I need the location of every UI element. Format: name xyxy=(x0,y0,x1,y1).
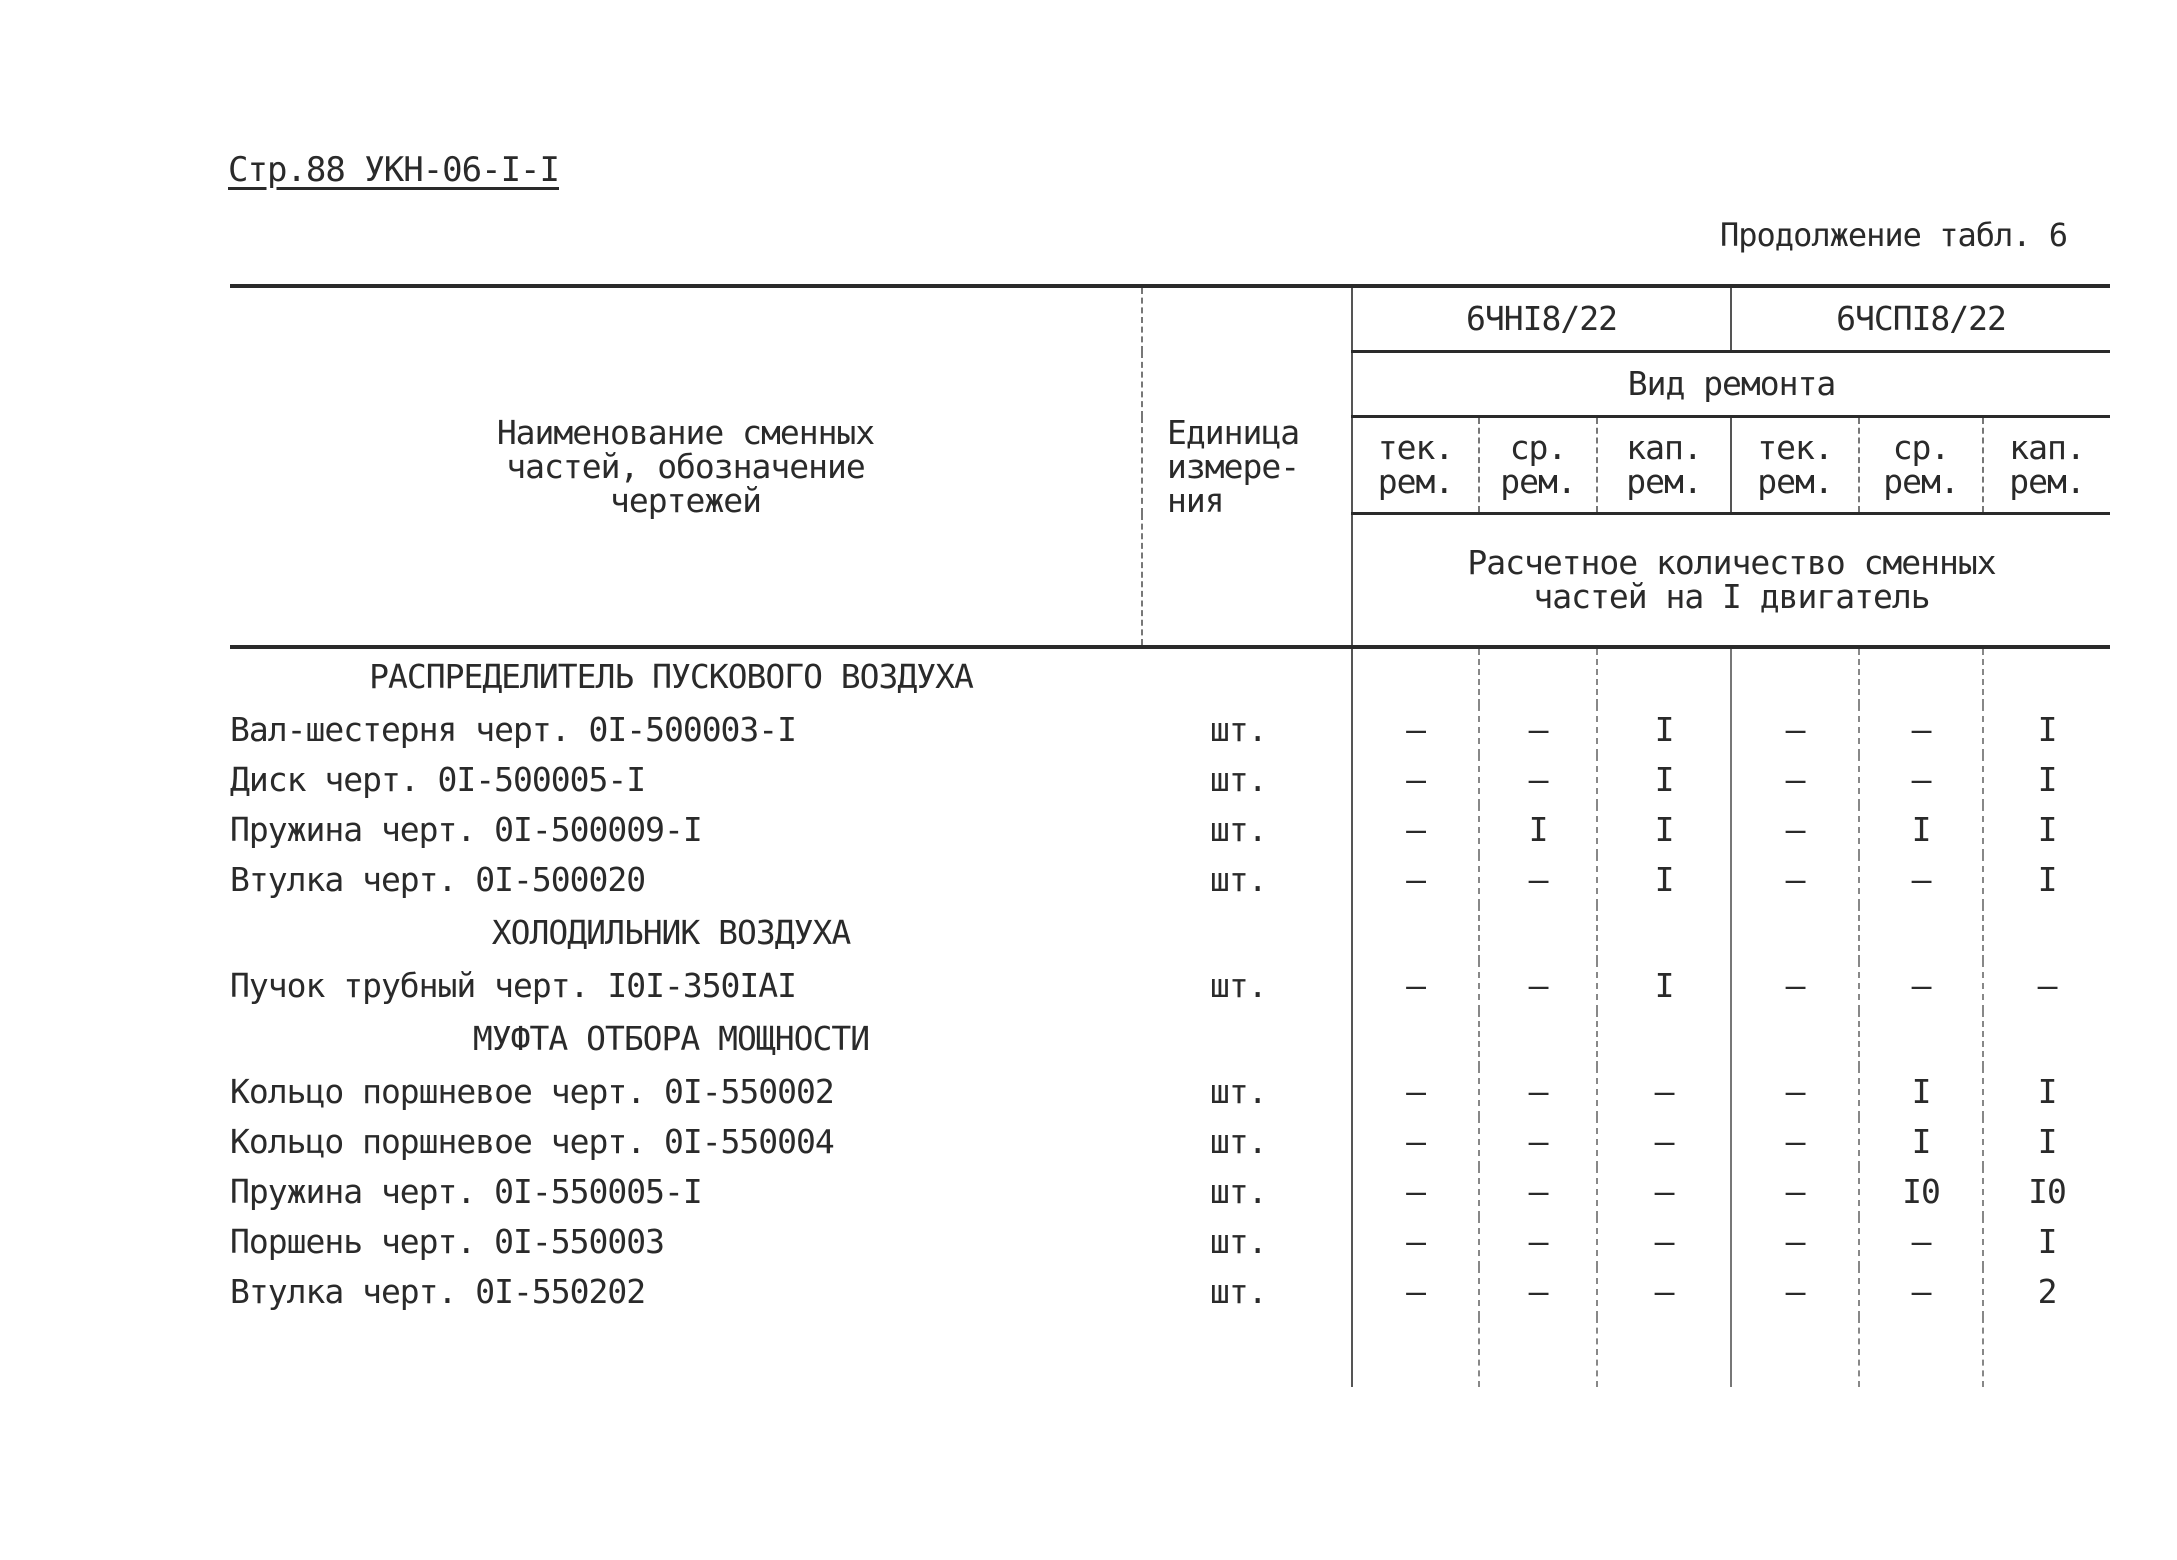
section-title: ХОЛОДИЛЬНИК ВОЗДУХА xyxy=(491,913,851,952)
quantity-cell: I xyxy=(2037,760,2057,799)
empty-cell xyxy=(1597,905,1731,961)
section-title: РАСПРЕДЕЛИТЕЛЬ ПУСКОВОГО ВОЗДУХА xyxy=(369,657,973,696)
unit-of-measure: шт. xyxy=(1142,1117,1352,1167)
quantity-cell: I xyxy=(1859,1067,1983,1117)
quantity-cell: – xyxy=(1859,1217,1983,1267)
empty-cell xyxy=(1983,905,2110,961)
empty-cell xyxy=(1597,1011,1731,1067)
quantity-cell: – xyxy=(1352,1267,1479,1317)
repair-col-header: ср. рем. xyxy=(1479,417,1597,514)
table-row xyxy=(230,1167,2110,1217)
part-name: Втулка черт. 0I-500020 xyxy=(230,860,646,899)
table-row xyxy=(230,705,2110,755)
spare-parts-table xyxy=(230,284,2110,1387)
empty-cell xyxy=(1142,647,1352,705)
empty-cell xyxy=(1731,647,1859,705)
table-row xyxy=(230,805,2110,855)
quantity-cell: – xyxy=(1479,855,1597,905)
section-header-row xyxy=(230,647,2110,705)
unit-of-measure: шт. xyxy=(1142,705,1352,755)
quantity-cell: I xyxy=(2037,1222,2057,1261)
empty-cell xyxy=(1597,1317,1731,1387)
quantity-cell: – xyxy=(1731,755,1859,805)
part-name: Пружина черт. 0I-550005-I xyxy=(230,1172,702,1211)
empty-cell xyxy=(1731,905,1859,961)
quantity-cell: – xyxy=(1859,755,1983,805)
part-name: Кольцо поршневое черт. 0I-550004 xyxy=(230,1122,834,1161)
quantity-cell: – xyxy=(1597,1267,1731,1317)
page-reference: Стр.88 УКН-06-I-I xyxy=(228,150,559,190)
unit-of-measure: шт. xyxy=(1142,855,1352,905)
name-column-header: Наименование сменных частей, обозначение чертежей xyxy=(230,286,1142,647)
part-name: Втулка черт. 0I-550202 xyxy=(230,1272,646,1311)
empty-cell xyxy=(1352,1011,1479,1067)
quantity-cell: – xyxy=(1352,1067,1479,1117)
quantity-cell: I xyxy=(1597,805,1731,855)
table-row xyxy=(230,1217,2110,1267)
quantity-cell: I xyxy=(1859,1117,1983,1167)
unit-of-measure: шт. xyxy=(1142,805,1352,855)
empty-cell xyxy=(1352,647,1479,705)
empty-cell xyxy=(1352,1317,1479,1387)
quantity-cell: – xyxy=(1859,1267,1983,1317)
quantity-cell: – xyxy=(1597,1167,1731,1217)
quantity-cell: I xyxy=(2037,710,2057,749)
quantity-cell: – xyxy=(1479,961,1597,1011)
engine-header-2: 6ЧСПI8/22 xyxy=(1731,286,2110,352)
unit-of-measure: шт. xyxy=(1142,1217,1352,1267)
engine-header-1: 6ЧНI8/22 xyxy=(1352,286,1731,352)
quantity-cell: – xyxy=(2037,966,2057,1005)
quantity-cell: I xyxy=(2037,860,2057,899)
unit-of-measure: шт. xyxy=(1142,1267,1352,1317)
quantity-cell: I xyxy=(1859,805,1983,855)
quantity-cell: – xyxy=(1352,755,1479,805)
unit-of-measure: шт. xyxy=(1142,961,1352,1011)
empty-cell xyxy=(230,1317,1142,1387)
unit-of-measure: шт. xyxy=(1142,755,1352,805)
quantity-cell: – xyxy=(1479,1117,1597,1167)
quantity-cell: I xyxy=(1597,855,1731,905)
empty-cell xyxy=(1859,1011,1983,1067)
empty-cell xyxy=(1352,905,1479,961)
quantity-cell: I xyxy=(1597,755,1731,805)
part-name: Кольцо поршневое черт. 0I-550002 xyxy=(230,1072,834,1111)
empty-cell xyxy=(1142,905,1352,961)
table-tail-row xyxy=(230,1317,2110,1387)
repair-col-header: кап. рем. xyxy=(1597,417,1731,514)
part-name: Пучок трубный черт. I0I-350IAI xyxy=(230,966,797,1005)
section-header-row xyxy=(230,1011,2110,1067)
quantity-cell: – xyxy=(1352,705,1479,755)
table-row xyxy=(230,1117,2110,1167)
quantity-cell: – xyxy=(1352,1167,1479,1217)
empty-cell xyxy=(1731,1011,1859,1067)
quantity-cell: – xyxy=(1352,855,1479,905)
table-continuation-label: Продолжение табл. 6 xyxy=(1720,216,2068,254)
quantity-cell: – xyxy=(1352,805,1479,855)
part-name: Вал-шестерня черт. 0I-500003-I xyxy=(230,710,797,749)
table-row xyxy=(230,855,2110,905)
empty-cell xyxy=(1983,1317,2110,1387)
calculated-quantity-header: Расчетное количество сменных частей на I двигатель xyxy=(1352,514,2110,648)
quantity-cell: – xyxy=(1479,1067,1597,1117)
quantity-cell: – xyxy=(1731,961,1859,1011)
empty-cell xyxy=(1479,1011,1597,1067)
section-header-row xyxy=(230,905,2110,961)
quantity-cell: – xyxy=(1731,855,1859,905)
quantity-cell: I xyxy=(1597,961,1731,1011)
quantity-cell: – xyxy=(1859,855,1983,905)
empty-cell xyxy=(1859,647,1983,705)
part-name: Поршень черт. 0I-550003 xyxy=(230,1222,664,1261)
quantity-cell: – xyxy=(1597,1117,1731,1167)
quantity-cell: – xyxy=(1731,1267,1859,1317)
empty-cell xyxy=(1479,1317,1597,1387)
quantity-cell: – xyxy=(1731,1217,1859,1267)
quantity-cell: – xyxy=(1479,1167,1597,1217)
empty-cell xyxy=(1142,1011,1352,1067)
empty-cell xyxy=(1859,1317,1983,1387)
table-row xyxy=(230,1067,2110,1117)
empty-cell xyxy=(1859,905,1983,961)
section-title: МУФТА ОТБОРА МОЩНОСТИ xyxy=(472,1019,870,1058)
quantity-cell: – xyxy=(1597,1067,1731,1117)
quantity-cell: I0 xyxy=(2028,1172,2066,1211)
quantity-cell: I0 xyxy=(1859,1167,1983,1217)
repair-col-header: кап. рем. xyxy=(1983,417,2110,514)
quantity-cell: – xyxy=(1352,1117,1479,1167)
quantity-cell: – xyxy=(1479,1217,1597,1267)
quantity-cell: – xyxy=(1597,1217,1731,1267)
repair-col-header: тек. рем. xyxy=(1731,417,1859,514)
unit-column-header: Единица измере-ния xyxy=(1142,286,1352,647)
empty-cell xyxy=(1983,647,2110,705)
repair-col-header: ср. рем. xyxy=(1859,417,1983,514)
quantity-cell: – xyxy=(1731,705,1859,755)
quantity-cell: I xyxy=(1597,705,1731,755)
quantity-cell: – xyxy=(1479,705,1597,755)
quantity-cell: – xyxy=(1731,805,1859,855)
empty-cell xyxy=(1479,647,1597,705)
empty-cell xyxy=(1983,1011,2110,1067)
quantity-cell: I xyxy=(2037,810,2057,849)
quantity-cell: – xyxy=(1859,705,1983,755)
empty-cell xyxy=(1597,647,1731,705)
quantity-cell: – xyxy=(1731,1167,1859,1217)
unit-of-measure: шт. xyxy=(1142,1167,1352,1217)
quantity-cell: I xyxy=(2037,1072,2057,1111)
unit-of-measure: шт. xyxy=(1142,1067,1352,1117)
quantity-cell: I xyxy=(2037,1122,2057,1161)
part-name: Пружина черт. 0I-500009-I xyxy=(230,810,702,849)
empty-cell xyxy=(1479,905,1597,961)
quantity-cell: – xyxy=(1859,961,1983,1011)
table-row xyxy=(230,961,2110,1011)
part-name: Диск черт. 0I-500005-I xyxy=(230,760,646,799)
quantity-cell: – xyxy=(1731,1117,1859,1167)
quantity-cell: 2 xyxy=(2037,1272,2057,1311)
quantity-cell: – xyxy=(1352,961,1479,1011)
empty-cell xyxy=(1142,1317,1352,1387)
quantity-cell: – xyxy=(1731,1067,1859,1117)
repair-type-header: Вид ремонта xyxy=(1352,352,2110,417)
table-row xyxy=(230,1267,2110,1317)
quantity-cell: – xyxy=(1479,1267,1597,1317)
quantity-cell: I xyxy=(1479,805,1597,855)
quantity-cell: – xyxy=(1479,755,1597,805)
quantity-cell: – xyxy=(1352,1217,1479,1267)
table-body xyxy=(230,647,2110,1387)
table-row xyxy=(230,755,2110,805)
repair-col-header: тек. рем. xyxy=(1352,417,1479,514)
empty-cell xyxy=(1731,1317,1859,1387)
